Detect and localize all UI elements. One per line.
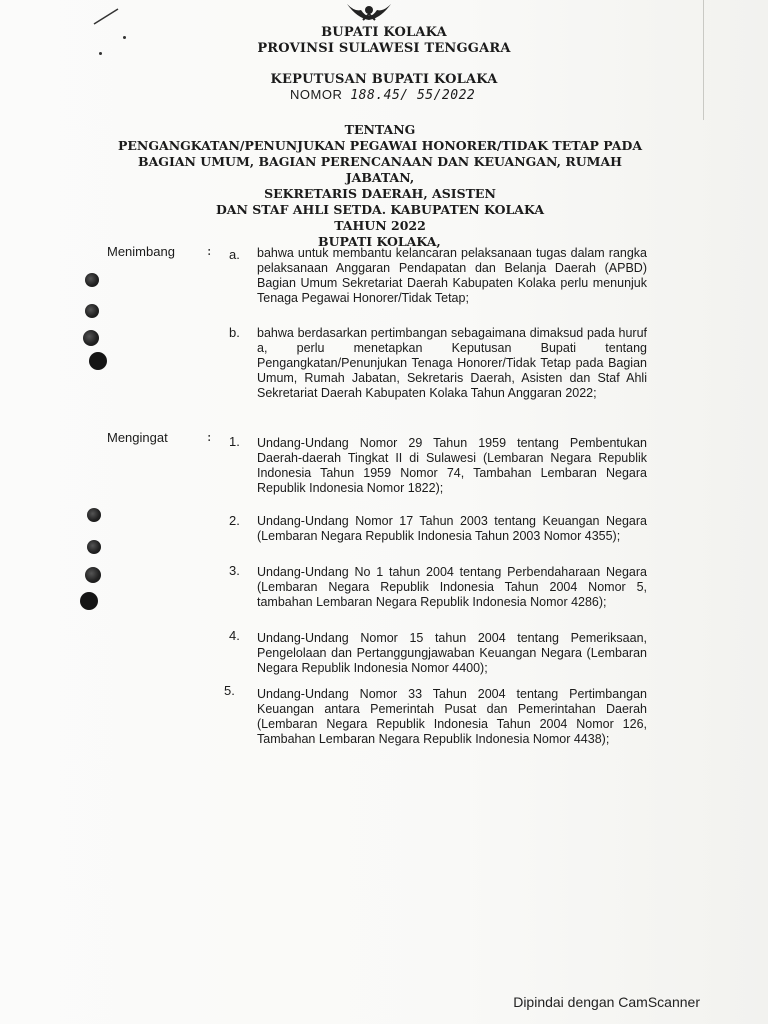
scan-edge-line [703,0,704,120]
mengingat-item-1: Undang-Undang Nomor 29 Tahun 1959 tentang Pembentukan Daerah-daerah Tingkat II di Sulawesi (Lembaran Negara Republik Indonesia Tahun 1959 Nomor 74, Tambahan Lembaran Negara Republik Indonesia Nomor 1822); [257,436,647,495]
tentang-heading: TENTANG [344,122,416,137]
menimbang-label: Menimbang [107,244,175,259]
signatory-heading: BUPATI KOLAKA, [318,234,441,249]
mengingat-item-4: Undang-Undang Nomor 15 tahun 2004 tentang Pemeriksaan, Pengelolaan dan Pertanggungjawaban Keuangan Negara (Lembaran Negara Republik Indonesia Nomor 4400); [257,631,647,675]
menimbang-marker-b: b. [229,325,240,340]
binder-hole [89,352,107,370]
binder-hole [80,592,98,610]
tentang-line: TAHUN 2022 [334,218,426,233]
menimbang-marker-a: a. [229,247,240,262]
decree-title: KEPUTUSAN BUPATI KOLAKA [270,72,498,87]
binder-hole [87,508,101,522]
header-authority: BUPATI KOLAKA [321,25,447,40]
mengingat-marker-5: 5. [224,683,235,698]
menimbang-colon: : [207,244,212,259]
mengingat-marker-1: 1. [229,434,240,449]
menimbang-item-a: bahwa untuk membantu kelancaran pelaksanaan tugas dalam rangka pelaksanaan Anggaran Pendapatan dan Belanja Daerah (APBD) Bagian Umum Sekretariat Daerah Kabupaten Kolaka perlu menunjuk Tenaga Pegawai Honorer/Tidak Tetap; [257,246,647,305]
mengingat-colon: : [207,430,212,445]
nomor-label: NOMOR [290,87,343,102]
nomor-handwritten-value: 188.45/ 55/2022 [350,88,476,103]
mengingat-marker-2: 2. [229,513,240,528]
binder-hole [87,540,101,554]
tentang-line: PENGANGKATAN/PENUNJUKAN PEGAWAI HONORER/TIDAK TETAP PADA [117,138,643,153]
mengingat-marker-3: 3. [229,563,240,578]
tentang-line: SEKRETARIS DAERAH, ASISTEN [264,186,496,201]
menimbang-item-b: bahwa berdasarkan pertimbangan sebagaimana dimaksud pada huruf a, perlu menetapkan Keputusan Bupati tentang Pengangkatan/Penunjukan Tenaga Honorer/Tidak Tetap pada Bagian Umum, Rumah Jabatan, Sekretaris Daerah, Asisten dan Staf Ahli Sekretariat Daerah Kabupaten Kolaka Tahun Anggaran 2022; [257,326,647,400]
tentang-line: BAGIAN UMUM, BAGIAN PERENCANAAN DAN KEUANGAN, RUMAH JABATAN, [138,154,622,185]
tentang-block [110,122,650,234]
mengingat-marker-4: 4. [229,628,240,643]
binder-hole [85,273,99,287]
pen-mark [92,6,122,26]
garuda-emblem-icon [343,0,395,22]
decree-number-line [290,87,475,103]
binder-hole [85,567,101,583]
binder-hole [83,330,99,346]
tentang-line: DAN STAF AHLI SETDA. KABUPATEN KOLAKA [215,202,545,217]
mengingat-item-3: Undang-Undang No 1 tahun 2004 tentang Perbendaharaan Negara (Lembaran Negara Republik Indonesia Tahun 2004 Nomor 5, tambahan Lembaran Negara Republik Indonesia Nomor 4286); [257,565,647,609]
mengingat-item-2: Undang-Undang Nomor 17 Tahun 2003 tentang Keuangan Negara (Lembaran Negara Republik Indonesia Tahun 2003 Nomor 4355); [257,514,647,543]
mengingat-item-5: Undang-Undang Nomor 33 Tahun 2004 tentang Pertimbangan Keuangan antara Pemerintah Pusat dan Pemerintahan Daerah (Lembaran Negara Republik Indonesia Tahun 2004 Nomor 126, Tambahan Lembaran Negara Republik Indonesia Nomor 4438); [257,687,647,746]
mengingat-label: Mengingat [107,430,168,445]
scanner-watermark: Dipindai dengan CamScanner [513,994,700,1010]
binder-hole [85,304,99,318]
header-province: PROVINSI SULAWESI TENGGARA [257,41,511,56]
